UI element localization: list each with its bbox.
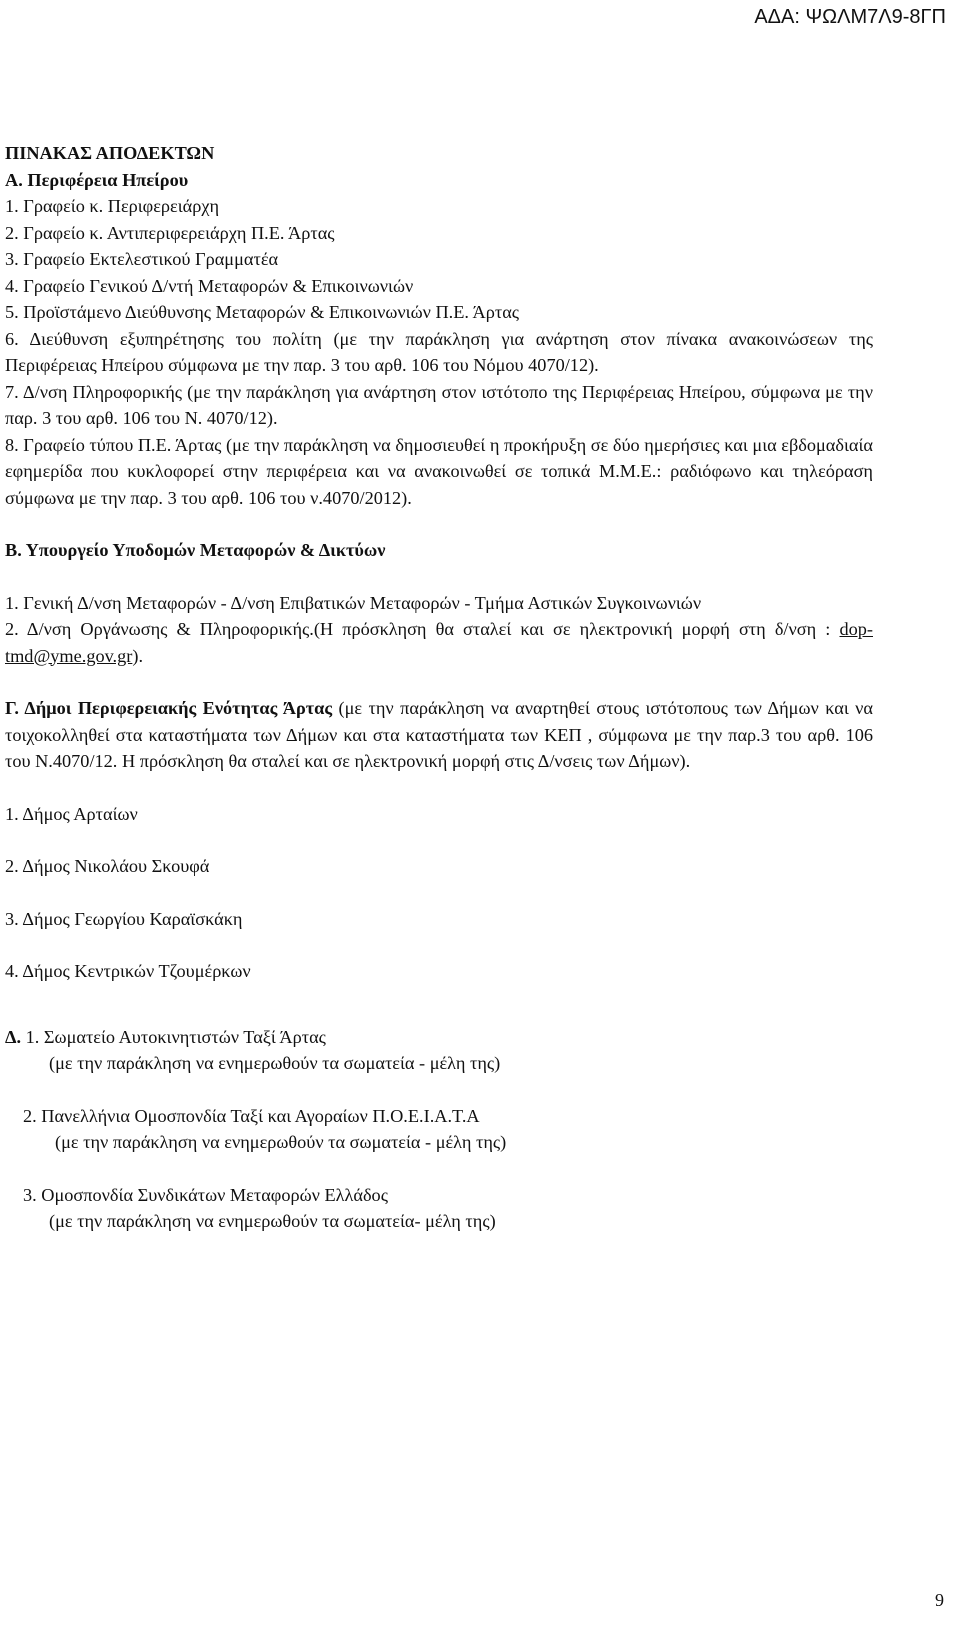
section-d-label: Δ.	[5, 1026, 22, 1047]
section-b-heading: Β. Υπουργείο Υποδομών Μεταφορών & Δικτύων	[5, 540, 386, 560]
section-d-item-3-note: (με την παράκληση να ενημερωθούν τα σωματεία- μέλη της)	[49, 1211, 496, 1231]
section-a-item-2: 2. Γραφείο κ. Αντιπεριφερειάρχη Π.Ε. Άρτας	[5, 222, 335, 243]
section-a-item-4: 4. Γραφείο Γενικού Δ/ντή Μεταφορών & Επικοινωνιών	[5, 275, 414, 296]
section-c-item-1: 1. Δήμος Αρταίων	[5, 803, 138, 824]
section-d-item-2-note: (με την παράκληση να ενημερωθούν τα σωματεία - μέλη της)	[55, 1132, 507, 1152]
section-a-item-1: 1. Γραφείο κ. Περιφερειάρχη	[5, 196, 220, 216]
section-c-text: (με την παράκληση να αναρτηθεί στους ιστότοπους των Δήμων και να τοιχοκολληθεί στα καταστήματα των Δήμων και στα καταστήματα των ΚΕΠ , σύμφωνα με την παρ.3 του αρθ. 106 του Ν.4070/12. Η πρόσκληση θα σταλεί και σε ηλεκτρονική μορφή στις Δ/νσεις των Δήμων).	[5, 698, 874, 771]
section-a-heading: Α. Περιφέρεια Ηπείρου	[5, 169, 189, 190]
section-b-item-2-text: 2. Δ/νση Οργάνωσης & Πληροφορικής.(Η πρόσκληση θα σταλεί και σε ηλεκτρονική μορφή στη δ/νση :	[5, 619, 840, 639]
section-d-item-2: 2. Πανελλήνια Ομοσπονδία Ταξί και Αγοραίων Π.Ο.Ε.Ι.Α.Τ.Α	[23, 1105, 480, 1126]
section-a-item-7: 7. Δ/νση Πληροφορικής (με την παράκληση για ανάρτηση στον ιστότοπο της Περιφέρειας Ηπείρου, σύμφωνα με την παρ. 3 του αρθ. 106 του Ν. 4070/12).	[5, 381, 873, 428]
section-a-item-3: 3. Γραφείο Εκτελεστικού Γραμματέα	[5, 249, 279, 269]
section-c-paragraph	[5, 695, 873, 775]
section-d-item-3: 3. Ομοσπονδία Συνδικάτων Μεταφορών Ελλάδος	[23, 1184, 388, 1205]
section-c-heading: Γ. Δήμοι Περιφερειακής Ενότητας Άρτας	[5, 698, 333, 718]
section-b-item-2	[5, 616, 873, 669]
section-b-item-2-end: ).	[132, 645, 144, 666]
document-title: ΠΙΝΑΚΑΣ ΑΠΟΔΕΚΤΩΝ	[5, 143, 215, 163]
ada-code: ΑΔΑ: ΨΩΛΜ7Λ9-8ΓΠ	[754, 6, 946, 28]
section-d-item-1	[5, 1024, 873, 1051]
page-number: 9	[935, 1590, 944, 1610]
section-a-item-6: 6. Διεύθυνση εξυπηρέτησης του πολίτη (με την παράκληση για ανάρτηση στον πίνακα ανακοινώσεων της Περιφέρειας Ηπείρου σύμφωνα με την παρ. 3 του αρθ. 106 του Νόμου 4070/12).	[5, 328, 873, 375]
section-c-item-3: 3. Δήμος Γεωργίου Καραϊσκάκη	[5, 908, 243, 929]
section-b-item-1: 1. Γενική Δ/νση Μεταφορών - Δ/νση Επιβατικών Μεταφορών - Τμήμα Αστικών Συγκοινωνιών	[5, 592, 702, 613]
section-c-item-2: 2. Δήμος Νικολάου Σκουφά	[5, 856, 210, 876]
section-c-item-4: 4. Δήμος Κεντρικών Τζουμέρκων	[5, 961, 251, 981]
section-d-item-1-text: 1. Σωματείο Αυτοκινητιστών Ταξί Άρτας	[21, 1026, 326, 1047]
section-a-item-5: 5. Προϊστάμενο Διεύθυνσης Μεταφορών & Επικοινωνιών Π.Ε. Άρτας	[5, 302, 520, 322]
recipients-document	[5, 140, 873, 1235]
section-a-item-8: 8. Γραφείο τύπου Π.Ε. Άρτας (με την παράκληση να δημοσιευθεί η προκήρυξη σε δύο ημερήσιες και μια εβδομαδιαία εφημερίδα που κυκλοφορεί στην περιφέρεια και να ανακοινωθεί σε τοπικά Μ.Μ.Ε.: ραδιόφωνο και τηλεόραση σύμφωνα με την παρ. 3 του αρθ. 106 του ν.4070/2012).	[5, 434, 873, 508]
email-link[interactable]: dop-tmd@yme.gov.gr	[5, 619, 873, 666]
section-d-item-1-note: (με την παράκληση να ενημερωθούν τα σωματεία - μέλη της)	[49, 1053, 501, 1073]
